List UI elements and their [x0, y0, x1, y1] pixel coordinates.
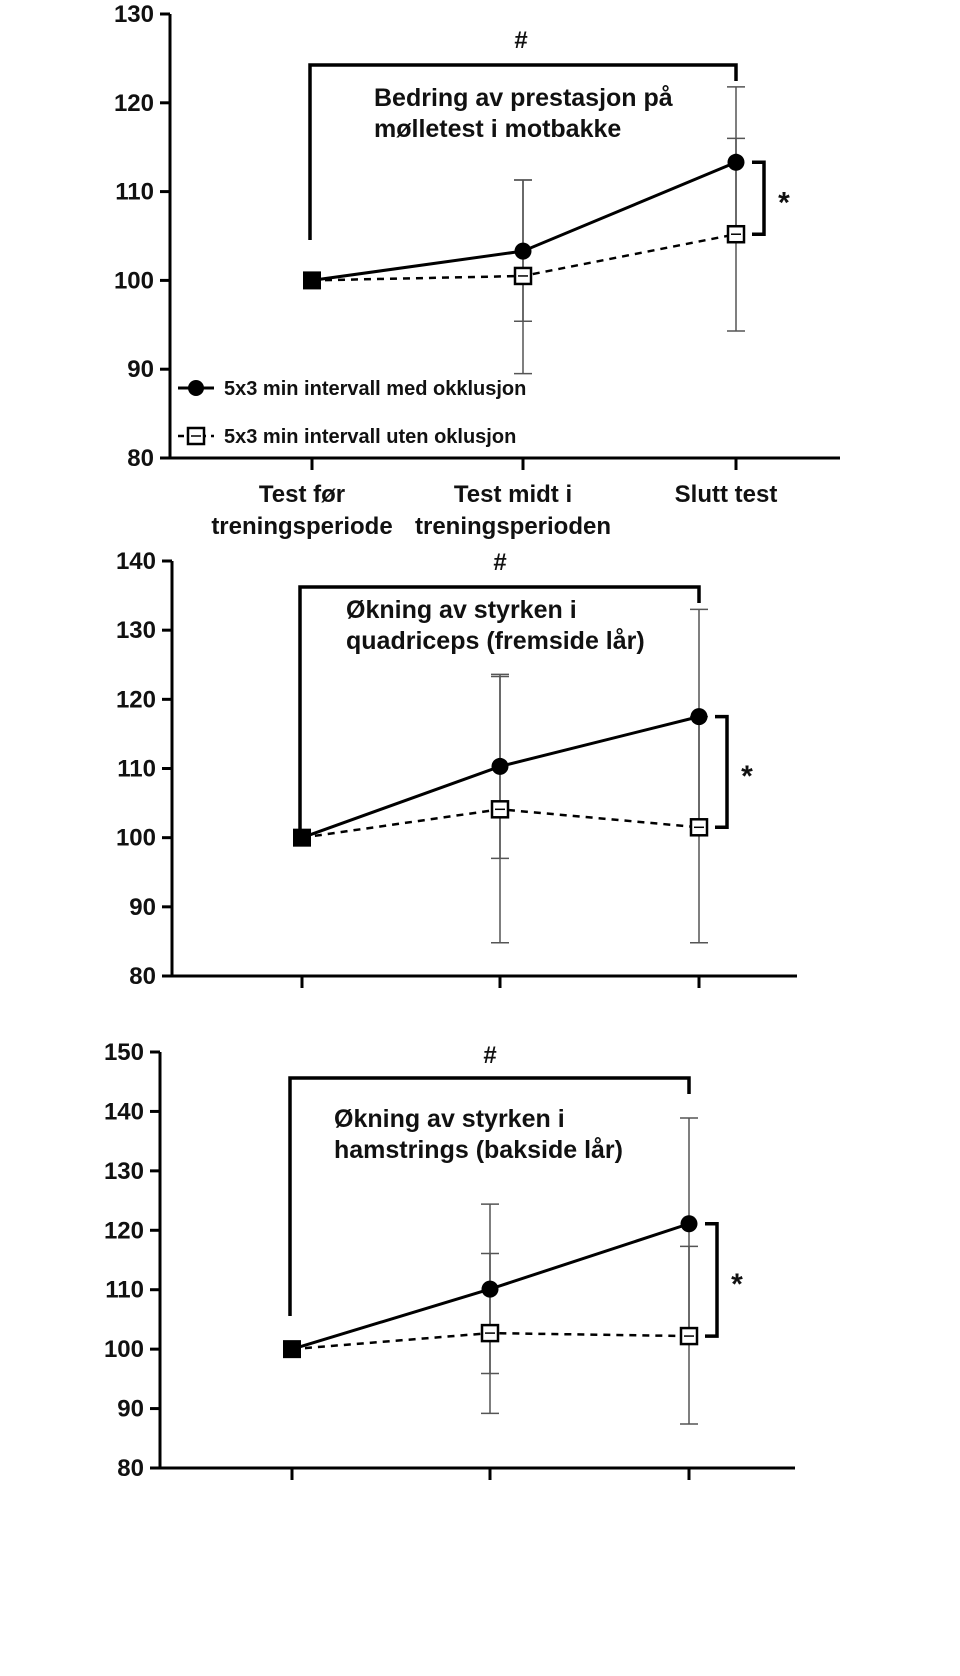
y-tick-label: 80: [127, 445, 154, 472]
chart-title-line: quadriceps (fremside lår): [346, 627, 645, 655]
x-tick-label: treningsperioden: [414, 513, 612, 540]
x-tick-label: Test midt i: [453, 481, 573, 508]
y-tick-label: 110: [115, 178, 154, 206]
group-difference-bracket: [715, 717, 727, 828]
marker-baseline: [283, 1340, 301, 1358]
y-tick-label: 90: [117, 1395, 144, 1423]
group-difference-bracket: [752, 162, 764, 234]
chart-3: [104, 1039, 795, 1482]
bracket-label: #: [493, 549, 507, 576]
legend: [178, 378, 526, 448]
group-difference-label: *: [741, 759, 753, 793]
bracket-label: #: [483, 1042, 497, 1069]
bracket-label: #: [514, 27, 528, 54]
chart-title-line: hamstrings (bakside lår): [334, 1136, 623, 1164]
marker-filled-circle: [492, 758, 509, 775]
y-tick-label: 130: [115, 617, 156, 645]
y-tick-label: 110: [105, 1276, 144, 1304]
y-tick-label: 100: [113, 267, 154, 295]
chart-2: [116, 548, 797, 990]
y-tick-label: 120: [115, 686, 156, 714]
group-difference-label: *: [778, 186, 790, 220]
marker-filled-circle: [681, 1215, 698, 1232]
group-difference-bracket: [705, 1224, 717, 1336]
y-tick-label: 80: [117, 1455, 144, 1482]
chart-1: [114, 1, 840, 540]
y-tick-label: 120: [113, 89, 154, 117]
legend-marker-filled-circle: [188, 380, 204, 396]
y-tick-label: 150: [103, 1039, 144, 1066]
legend-label-without-occlusion: 5x3 min intervall uten oklusjon: [224, 426, 517, 448]
y-tick-label: 90: [127, 356, 154, 384]
y-tick-label: 110: [117, 755, 156, 783]
chart-title-line: Økning av styrken i: [334, 1105, 565, 1133]
chart-title-line: Bedring av prestasjon på: [374, 84, 673, 112]
x-tick-label: Test før: [258, 481, 346, 508]
y-tick-label: 80: [129, 963, 156, 990]
y-tick-label: 100: [115, 824, 156, 852]
marker-filled-circle: [515, 243, 532, 260]
marker-baseline: [293, 829, 311, 847]
x-tick-label: treningsperiode: [211, 513, 393, 540]
y-tick-label: 100: [103, 1336, 144, 1364]
y-tick-label: 120: [103, 1217, 144, 1245]
y-tick-label: 130: [103, 1157, 144, 1185]
legend-label-with-occlusion: 5x3 min intervall med okklusjon: [224, 378, 527, 400]
marker-baseline: [303, 271, 321, 289]
y-tick-label: 130: [113, 1, 154, 28]
chart-title-line: Økning av styrken i: [346, 596, 577, 624]
marker-filled-circle: [482, 1281, 499, 1298]
y-tick-label: 140: [115, 548, 156, 575]
marker-filled-circle: [691, 708, 708, 725]
y-tick-label: 90: [129, 893, 156, 921]
chart-title-line: mølletest i motbakke: [374, 115, 622, 143]
marker-filled-circle: [728, 154, 745, 171]
x-tick-label: Slutt test: [674, 481, 778, 508]
group-difference-label: *: [731, 1267, 743, 1301]
y-tick-label: 140: [103, 1098, 144, 1126]
